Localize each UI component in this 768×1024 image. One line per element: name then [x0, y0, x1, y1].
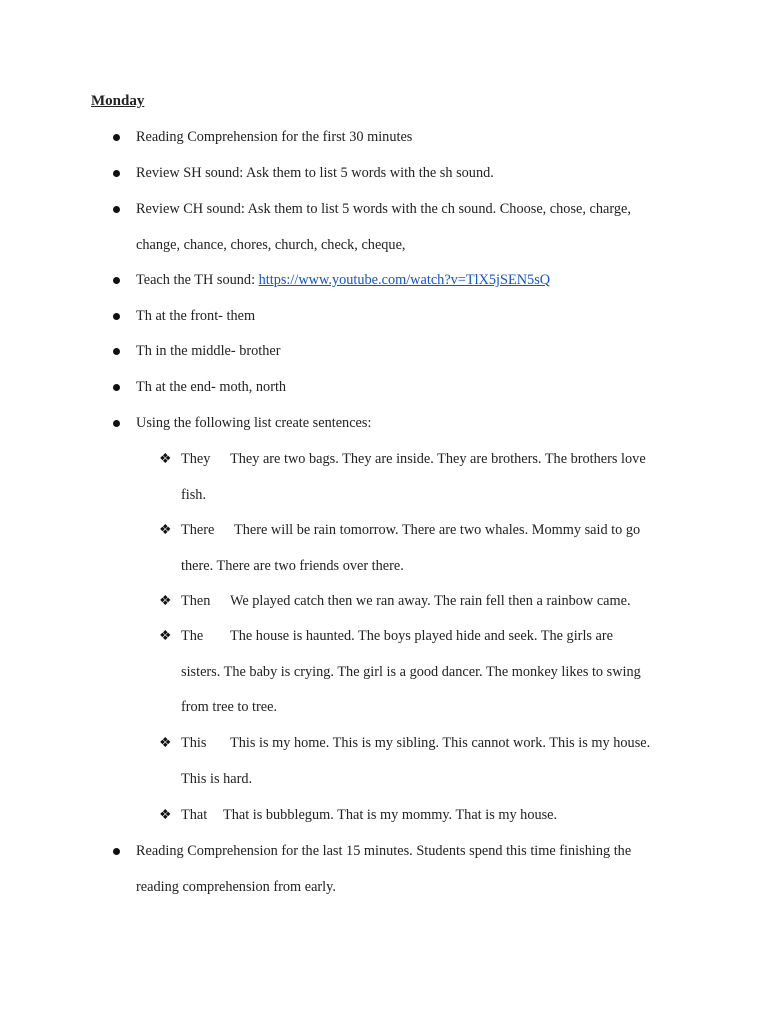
bullet-icon — [113, 384, 120, 391]
bullet-icon — [113, 348, 120, 355]
diamond-bullet-icon: ❖ — [159, 808, 172, 823]
bullet-icon — [113, 277, 120, 284]
sight-word-item — [181, 584, 631, 620]
list-item-line: change, chance, chores, church, check, cheque, — [136, 236, 406, 253]
diamond-bullet-icon: ❖ — [159, 523, 172, 538]
sight-word-sentences: That is bubblegum. That is my mommy. That is my house. — [223, 807, 558, 823]
sight-word-item — [181, 798, 557, 834]
list-item-line: reading comprehension from early. — [136, 878, 336, 895]
sight-word-item — [181, 513, 640, 584]
diamond-bullet-icon: ❖ — [159, 452, 172, 467]
diamond-bullet-icon: ❖ — [159, 736, 172, 751]
sight-word-item — [181, 619, 641, 726]
sight-word-sentences: fish. — [181, 486, 207, 503]
sight-word-sentences: sisters. The baby is crying. The girl is a good dancer. The monkey likes to swing — [181, 663, 641, 680]
sight-word: There — [181, 522, 215, 538]
diamond-bullet-icon: ❖ — [159, 629, 172, 644]
list-item — [136, 834, 631, 905]
list-item-line: Review CH sound: Ask them to list 5 words with the ch sound. Choose, chose, charge, — [136, 201, 631, 217]
sight-word-sentences: We played catch then we ran away. The rain fell then a rainbow came. — [230, 593, 631, 609]
sight-word-sentences: from tree to tree. — [181, 699, 278, 716]
list-item: Review SH sound: Ask them to list 5 words with the sh sound. — [136, 165, 494, 181]
list-item-text: Teach the TH sound: — [136, 272, 259, 288]
list-item: Th in the middle- brother — [136, 343, 281, 359]
youtube-link[interactable]: https://www.youtube.com/watch?v=TlX5jSEN5sQ — [258, 272, 551, 288]
sight-word-sentences: This is my home. This is my sibling. This cannot work. This is my house. — [230, 735, 651, 751]
list-item — [136, 192, 631, 263]
bullet-icon — [113, 313, 120, 320]
day-heading: Monday — [91, 93, 145, 109]
list-item: Reading Comprehension for the first 30 minutes — [136, 129, 413, 145]
sight-word-item — [181, 442, 646, 513]
diamond-bullet-icon: ❖ — [159, 594, 172, 609]
bullet-icon — [113, 848, 120, 855]
bullet-icon — [113, 420, 120, 427]
bullet-icon — [113, 170, 120, 177]
sight-word-sentences: there. There are two friends over there. — [181, 557, 404, 574]
sight-word: That — [181, 807, 208, 823]
sight-word-sentences: The house is haunted. The boys played hide and seek. The girls are — [230, 628, 613, 644]
sight-word: Then — [181, 593, 211, 609]
list-item: Th at the front- them — [136, 308, 256, 324]
bullet-icon — [113, 206, 120, 213]
bullet-icon — [113, 134, 120, 141]
list-item: Th at the end- moth, north — [136, 379, 287, 395]
sight-word: This — [181, 735, 207, 751]
sight-word-sentences: There will be rain tomorrow. There are two whales. Mommy said to go — [234, 522, 641, 538]
list-item-line: Reading Comprehension for the last 15 minutes. Students spend this time finishing the — [136, 843, 632, 859]
sight-word-sentences: They are two bags. They are inside. They are brothers. The brothers love — [230, 451, 646, 467]
list-item — [136, 263, 550, 299]
sight-word: The — [181, 628, 204, 644]
sight-word-item — [181, 726, 650, 797]
sight-word: They — [181, 451, 211, 467]
sight-word-sentences: This is hard. — [181, 770, 253, 787]
list-item: Using the following list create sentences: — [136, 415, 372, 431]
